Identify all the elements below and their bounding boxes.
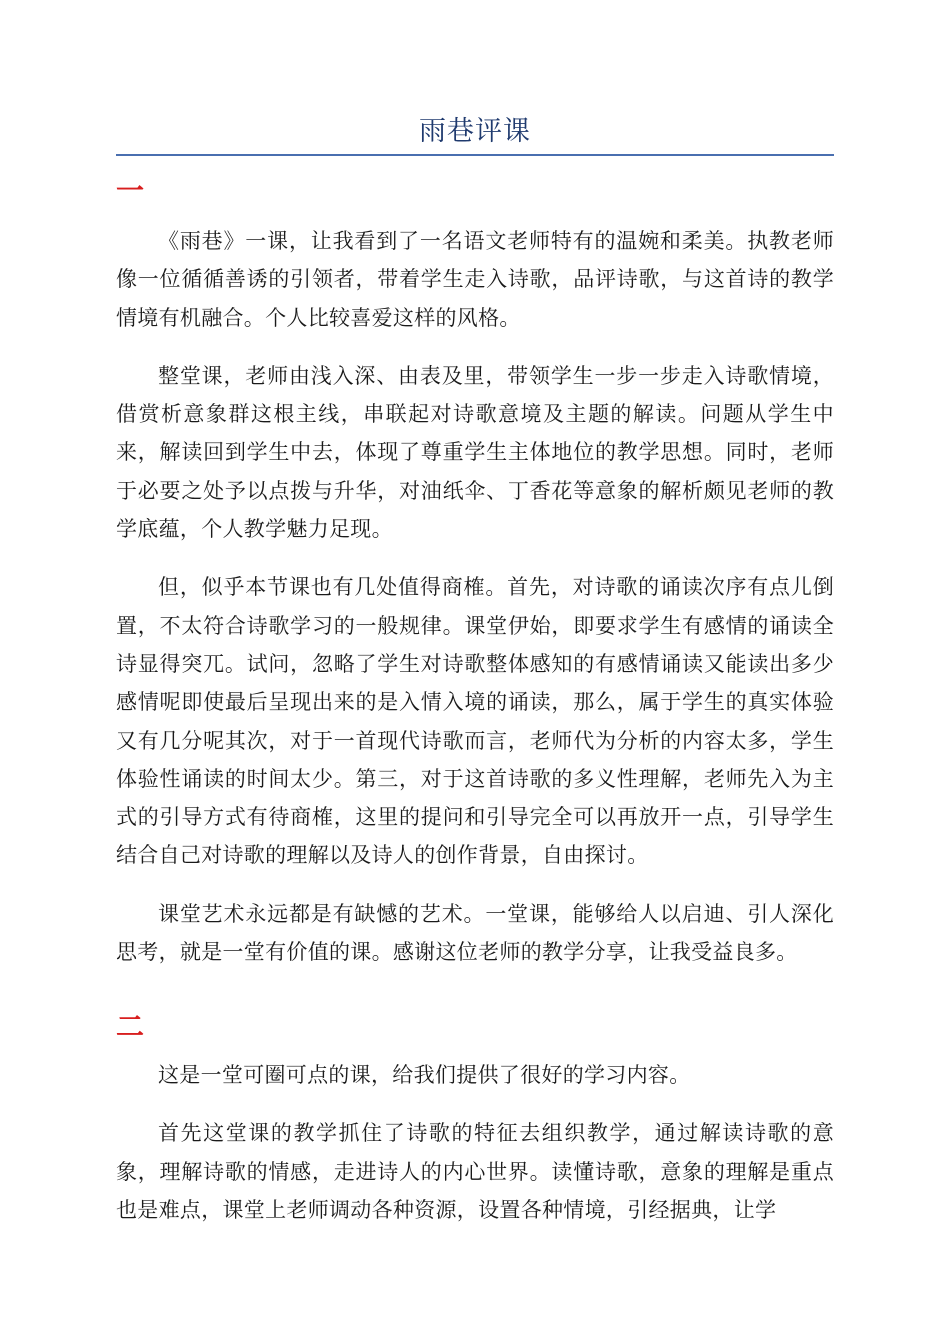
review-section-2 <box>116 1056 834 1249</box>
paragraph: 课堂艺术永远都是有缺憾的艺术。一堂课，能够给人以启迪、引人深化思考，就是一堂有价值的课。感谢这位老师的教学分享，让我受益良多。 <box>116 901 834 965</box>
paragraph: 整堂课，老师由浅入深、由表及里，带领学生一步一步走入诗歌情境，借赏析意象群这根主线，串联起对诗歌意境及主题的解读。问题从学生中来，解读回到学生中去，体现了尊重学生主体地位的教学思想。同时，老师于必要之处予以点拨与升华，对油纸伞、丁香花等意象的解析颇见老师的教学底蕴，个人教学魅力足现。 <box>116 363 834 542</box>
review-section-1 <box>116 222 834 991</box>
paragraph: 这是一堂可圈可点的课，给我们提供了很好的学习内容。 <box>158 1063 691 1087</box>
paragraph: 首先这堂课的教学抓住了诗歌的特征去组织教学，通过解读诗歌的意象，理解诗歌的情感，走进诗人的内心世界。读懂诗歌，意象的理解是重点也是难点，课堂上老师调动各种资源，设置各种情境，引经据典，让学 <box>116 1121 834 1222</box>
section-marker-2: 二 <box>116 1010 145 1043</box>
document-title: 雨巷评课 <box>419 116 531 147</box>
paragraph: 但，似乎本节课也有几处值得商榷。首先，对诗歌的诵读次序有点儿倒置，不太符合诗歌学习的一般规律。课堂伊始，即要求学生有感情的诵读全诗显得突兀。试问，忽略了学生对诗歌整体感知的有感情诵读又能读出多少感情呢即使最后呈现出来的是入情入境的诵读，那么，属于学生的真实体验又有几分呢其次，对于一首现代诗歌而言，老师代为分析的内容太多，学生体验性诵读的时间太少。第三，对于这首诗歌的多义性理解，老师先入为主式的引导方式有待商榷，这里的提问和引导完全可以再放开一点，引导学生结合自己对诗歌的理解以及诗人的创作背景，自由探讨。 <box>116 575 834 868</box>
paragraph: 《雨巷》一课，让我看到了一名语文老师特有的温婉和柔美。执教老师像一位循循善诱的引领者，带着学生走入诗歌，品评诗歌，与这首诗的教学情境有机融合。个人比较喜爱这样的风格。 <box>116 229 834 330</box>
section-marker-1: 一 <box>116 174 145 207</box>
title-underline <box>116 154 834 156</box>
